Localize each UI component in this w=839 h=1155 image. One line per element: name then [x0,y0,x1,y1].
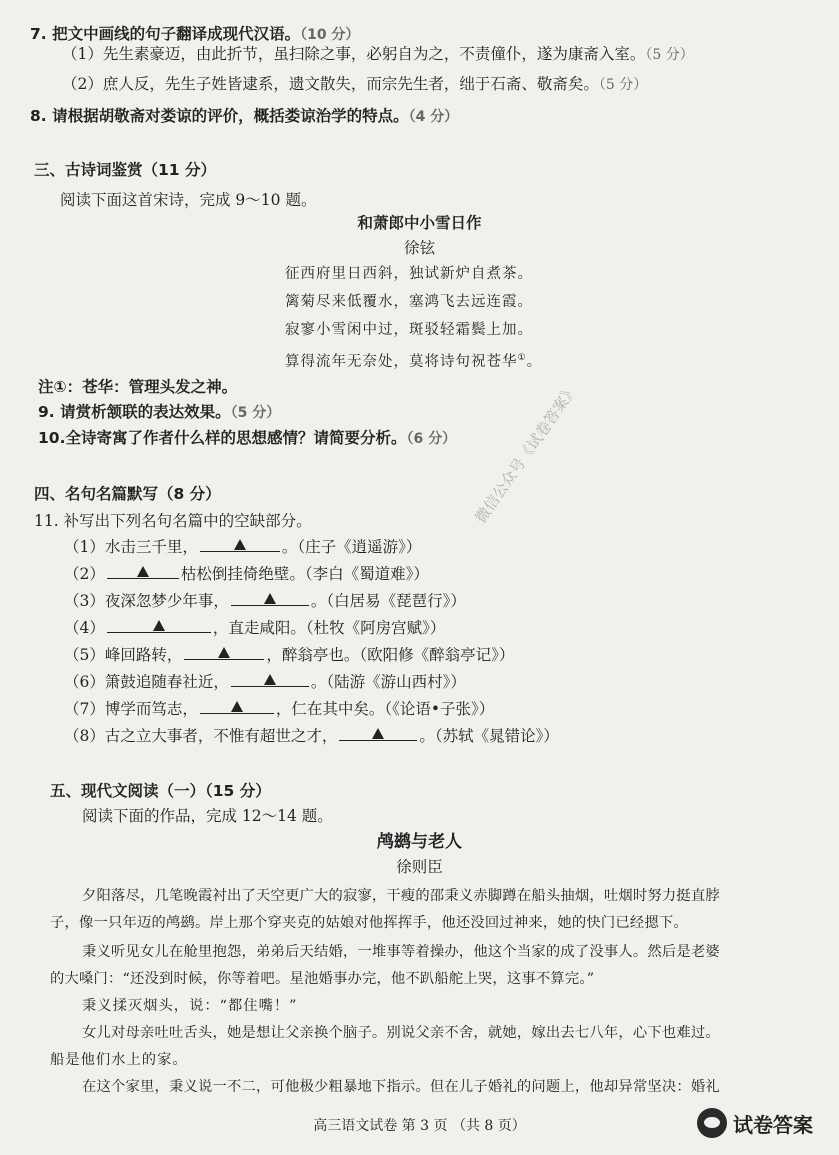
section-5-heading: 五、现代文阅读（一）（15 分） [50,782,271,800]
fill-item-2-pre: （2） [64,565,105,583]
triangle-icon [218,647,230,658]
brand-logo [697,1108,813,1138]
poem-line-2: 篱菊尽来低覆水，塞鸿飞去远连霞。 [285,294,533,310]
answer-blank[interactable] [200,537,280,552]
q8-title [30,106,458,127]
poem-title: 和萧郎中小雪日作 [357,214,482,232]
q7-score: （10 分） [300,27,360,43]
fill-item-8 [64,726,559,746]
poem-line-3: 寂寥小雪闲中过，斑驳轻霜鬓上加。 [285,322,533,338]
watermark: 微信公众号《试卷答案》 [471,380,582,527]
fill-item-7-pre: （7）博学而笃志， [64,700,198,718]
paragraph-line: 船是他们水上的家。 [50,1052,188,1068]
paragraph-line: 秉义揉灭烟头，说：“都住嘴！” [82,998,298,1014]
section-3-intro: 阅读下面这首宋诗，完成 9～10 题。 [60,191,317,209]
article-author: 徐则臣 [396,858,443,876]
answer-blank[interactable] [107,564,179,579]
footnote-mark: ① [517,353,527,363]
q7-sentence-1 [62,44,694,65]
fill-item-2 [64,564,429,584]
q7-s2-score: （5 分） [598,77,648,93]
paragraph-line: 在这个家里，秉义说一不二，可他极少粗暴地下指示。但在儿子婚礼的问题上，他却异常坚决：婚礼 [82,1079,720,1095]
article-title: 鸬鹚与老人 [377,832,462,852]
q7-s1-score: （5 分） [645,47,694,63]
q7-text: 7. 把文中画线的句子翻译成现代汉语。 [30,25,301,43]
poem-line-4-text: 算得流年无奈处，莫将诗句祝苍华 [285,353,518,370]
fill-item-1 [64,537,421,557]
q8-text: 8. 请根据胡敬斋对娄谅的评价，概括娄谅治学的特点。 [30,107,409,125]
fill-item-5 [64,645,514,665]
triangle-icon [137,566,149,577]
fill-item-1-post: 。（庄子《逍遥游》） [281,538,422,556]
q10 [38,428,456,449]
q11-title: 11. 补写出下列名句名篇中的空缺部分。 [34,512,312,530]
fill-item-6 [64,672,466,692]
q7-sentence-2 [62,74,647,95]
triangle-icon [264,674,276,685]
fill-item-3-post: 。（白居易《琵琶行》） [310,592,466,610]
q10-text: 10.全诗寄寓了作者什么样的思想感情？请简要分析。 [38,429,407,447]
triangle-icon [153,620,165,631]
poem-author: 徐铉 [403,239,435,257]
fill-item-4-post: ，直走咸阳。（杜牧《阿房宫赋》） [212,619,446,637]
poem-note: 注①：苍华：管理头发之神。 [38,378,238,396]
paragraph-line: 秉义听见女儿在舱里抱怨，弟弟后天结婚，一堆事等着操办，他这个当家的成了没事人。然后是老婆 [82,944,720,960]
page-footer: 高三语文试卷 第 3 页 （共 8 页） [313,1118,526,1134]
section-3-heading: 三、古诗词鉴赏（11 分） [34,161,216,179]
fill-item-7-post: ，仁在其中矣。（《论语•子张》） [275,700,495,718]
q7-s1-text: （1）先生素豪迈，由此折节，虽扫除之事，必躬自为之，不责僮仆，遂为康斋入室。 [62,45,646,63]
fill-item-4-pre: （4） [64,619,105,637]
triangle-icon [372,728,384,739]
paragraph-line: 的大嗓门：“还没到时候，你等着吧。星池婚事办完，他不趴船舵上哭，这事不算完。” [50,971,595,987]
fill-item-2-post: 枯松倒挂倚绝壁。（李白《蜀道难》） [180,565,429,583]
poem-line-1: 征西府里日西斜，独试新炉自煮茶。 [285,266,533,282]
fill-item-7 [64,699,494,719]
wechat-icon [697,1108,727,1138]
fill-item-5-post: ，醉翁亭也。（欧阳修《醉翁亭记》） [266,646,515,664]
fill-item-6-post: 。（陆游《游山西村》） [310,673,466,691]
answer-blank[interactable] [200,699,274,714]
answer-blank[interactable] [231,591,309,606]
fill-item-8-pre: （8）古之立大事者，不惟有超世之才， [64,727,338,745]
answer-blank[interactable] [339,726,417,741]
triangle-icon [264,593,276,604]
q10-score: （6 分） [406,431,457,447]
fill-item-3 [64,591,466,611]
q9 [38,402,280,423]
fill-item-1-pre: （1）水击三千里， [64,538,198,556]
fill-item-4 [64,618,445,638]
answer-blank[interactable] [107,618,211,633]
paragraph-line: 女儿对母亲吐吐舌头，她是想让父亲换个脑子。别说父亲不舍，就她，嫁出去七八年，心下也难过。 [82,1025,720,1041]
section-4-heading: 四、名句名篇默写（8 分） [34,485,221,503]
fill-item-6-pre: （6）箫鼓追随春社近， [64,673,229,691]
paragraph-line: 夕阳落尽，几笔晚霞衬出了天空更广大的寂寥，干瘦的邵秉义赤脚蹲在船头抽烟，吐烟时努力挺直脖 [82,888,720,904]
triangle-icon [231,701,243,712]
fill-item-5-pre: （5）峰回路转， [64,646,183,664]
q7-title [30,24,359,45]
q9-score: （5 分） [230,405,281,421]
poem-line-4-end: 。 [526,353,543,370]
fill-item-3-pre: （3）夜深忽梦少年事， [64,592,229,610]
answer-blank[interactable] [184,645,264,660]
q8-score: （4 分） [408,109,459,125]
answer-blank[interactable] [231,672,309,687]
q7-s2-text: （2）庶人反，先生子姓皆逮系，遗文散失，而宗先生者，绌于石斋、敬斋矣。 [62,75,599,93]
triangle-icon [234,539,246,550]
paragraph-line: 子，像一只年迈的鸬鹚。岸上那个穿夹克的姑娘对他挥挥手，他还没回过神来，她的快门已经摁下。 [50,915,688,931]
poem-line-4 [285,348,542,372]
section-5-intro: 阅读下面的作品，完成 12～14 题。 [82,807,333,825]
logo-text: 试卷答案 [733,1112,813,1137]
fill-item-8-post: 。（苏轼《晁错论》） [419,727,559,745]
q9-text: 9. 请赏析颔联的表达效果。 [38,403,231,421]
